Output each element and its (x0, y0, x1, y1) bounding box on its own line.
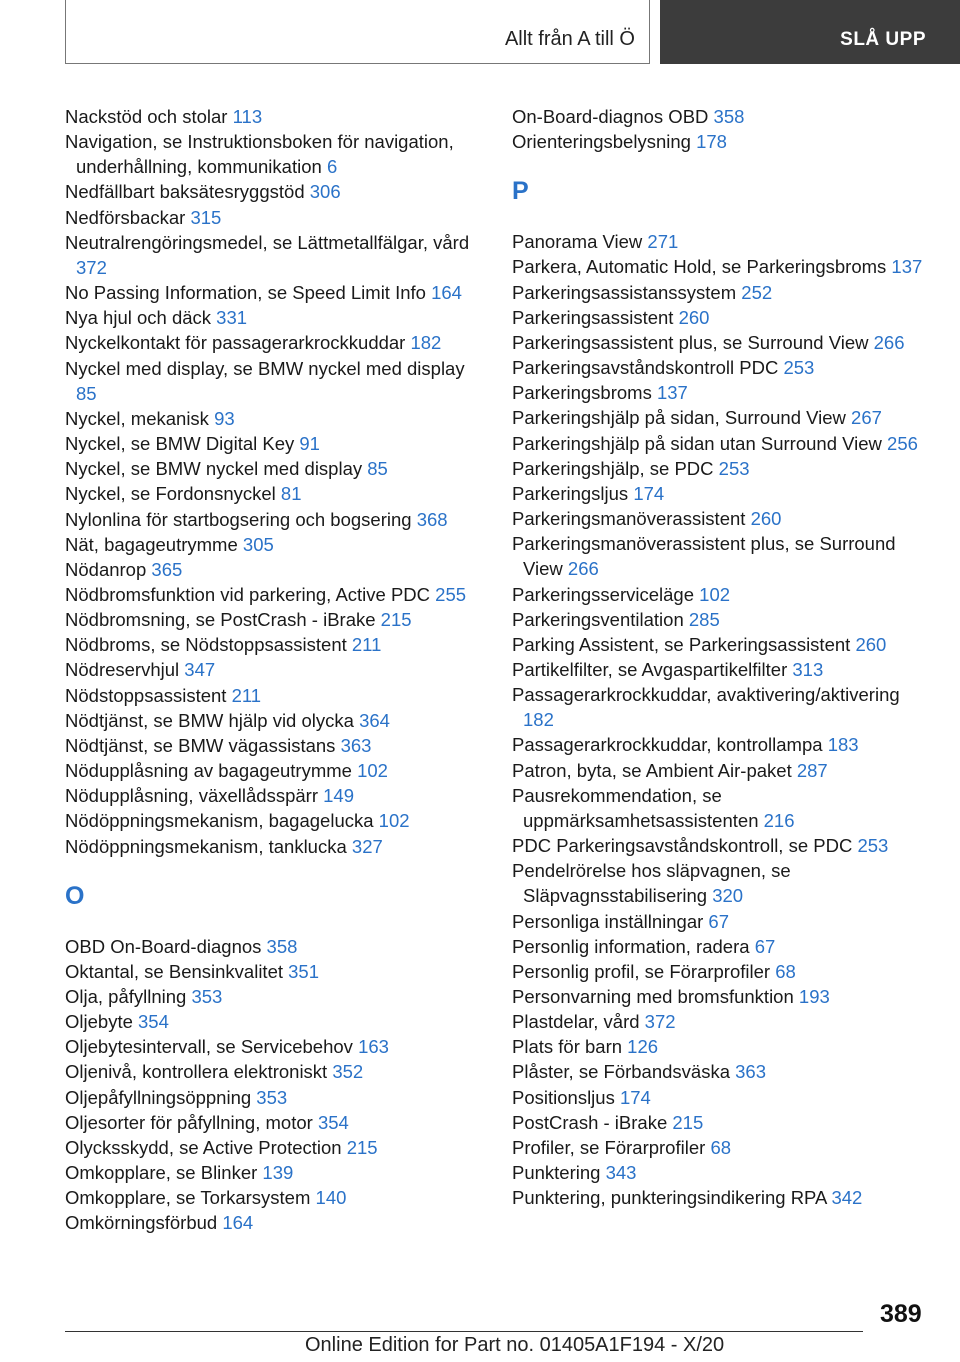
index-page-link[interactable]: 137 (891, 256, 923, 278)
index-entry-term: Parkeringsavståndskontroll PDC (512, 357, 784, 379)
index-entry (65, 230, 485, 280)
index-entry-term: Nackstöd och stolar (65, 106, 233, 127)
index-entry (65, 834, 485, 859)
index-page-link[interactable]: 372 (644, 1011, 676, 1033)
index-entry (512, 405, 932, 430)
index-page-link[interactable]: 354 (317, 1111, 349, 1133)
index-entry (65, 607, 485, 632)
index-entry (512, 909, 932, 934)
index-entry (512, 959, 932, 984)
index-page-link[interactable]: 253 (783, 357, 815, 379)
index-entry-term: Panorama View (512, 231, 648, 253)
index-entry-term: Personvarning med bromsfunktion (512, 986, 799, 1007)
tab-lookup[interactable] (660, 0, 960, 64)
index-entry-term: PDC Parkeringsavståndskontroll, se PDC (512, 835, 858, 857)
index-entry (512, 732, 932, 757)
index-page-link[interactable]: 68 (710, 1136, 732, 1158)
index-entry (65, 481, 485, 506)
index-entry (512, 456, 932, 481)
index-page-link[interactable]: 364 (359, 709, 390, 731)
index-entry-term: Nödbromsfunktion vid parkering, Active PDC (65, 583, 436, 605)
index-entry (512, 682, 932, 732)
index-entry (65, 532, 485, 557)
index-entry-term: Passagerarkrockkuddar, kontrollampa (512, 734, 828, 756)
index-entry (65, 456, 485, 481)
index-entry-term: Nödstoppsassistent (65, 684, 232, 706)
tab-lookup-label: SLÅ UPP (840, 29, 926, 50)
index-entry (512, 1185, 932, 1210)
index-page-link[interactable]: 183 (827, 734, 859, 756)
index-page-link[interactable]: 81 (280, 483, 302, 505)
index-entry (65, 708, 485, 733)
index-entry-term: Olycksskydd, se Active Protection (65, 1136, 347, 1158)
index-page-link[interactable]: 67 (754, 935, 776, 957)
index-page-link[interactable]: 363 (735, 1061, 767, 1083)
index-page-link[interactable]: 331 (216, 307, 248, 329)
index-entry (512, 1110, 932, 1135)
index-page-link[interactable]: 315 (190, 206, 222, 228)
index-entry-term: Nylonlina för startbogsering och bogsering (65, 508, 417, 530)
index-page-link[interactable]: 164 (222, 1212, 254, 1234)
index-entry (65, 1135, 485, 1160)
index-entry-term: Profiler, se Förarprofiler (512, 1136, 711, 1158)
index-entry (65, 657, 485, 682)
index-page-link[interactable]: 216 (763, 809, 795, 831)
index-entry-term: Nödöppningsmekanism, tanklucka (65, 835, 352, 857)
index-entry (65, 984, 485, 1009)
index-entry (65, 507, 485, 532)
index-entry-term: Nödupplåsning, växellådsspärr (65, 785, 324, 807)
index-page-link[interactable]: 102 (357, 760, 388, 782)
index-entry (512, 1135, 932, 1160)
index-entry-term: Pendelrörelse hos släpvagnen, se Släpvagnsstabilisering (512, 860, 791, 907)
index-entry (512, 783, 932, 833)
index-letter-heading: P (512, 177, 529, 206)
index-entry (65, 104, 485, 129)
index-page-link[interactable]: 342 (831, 1187, 863, 1209)
index-page-link[interactable]: 347 (184, 659, 216, 681)
index-entry (65, 280, 485, 305)
index-entry (512, 330, 932, 355)
tab-a-to-o[interactable] (65, 0, 650, 64)
index-entry (65, 129, 485, 179)
index-page-link[interactable]: 352 (332, 1061, 364, 1083)
index-entry (512, 129, 932, 154)
index-entry (65, 205, 485, 230)
footer-rule (65, 1331, 863, 1332)
index-entry (65, 330, 485, 355)
index-page-link[interactable]: 193 (798, 986, 830, 1007)
index-entry (512, 858, 932, 908)
index-entry-term: Passagerarkrockkuddar, avaktivering/aktivering (512, 684, 900, 706)
index-entry-term: Nyckelkontakt för passagerarkrockkuddar (65, 332, 411, 354)
index-entry-term: Personlig profil, se Förarprofiler (512, 960, 776, 982)
index-entry (512, 506, 932, 531)
index-entry-term: Omkopplare, se Blinker (65, 1162, 263, 1184)
index-entry-term: Parkeringsserviceläge (512, 583, 700, 605)
index-entry (65, 406, 485, 431)
index-entry (65, 582, 485, 607)
index-entry-term: Nyckel med display, se BMW nyckel med display (65, 357, 465, 379)
index-page-link[interactable]: 353 (191, 986, 223, 1007)
index-entry-term: Oktantal, se Bensinkvalitet (65, 960, 289, 982)
index-entry (65, 758, 485, 783)
index-entry-term: Parkeringshjälp, se PDC (512, 457, 719, 479)
index-entry-term: Oljepåfyllningsöppning (65, 1086, 257, 1108)
index-page-link[interactable]: 113 (232, 106, 263, 127)
index-page-link[interactable]: 126 (627, 1036, 659, 1058)
index-page-link[interactable]: 351 (288, 960, 320, 982)
index-page-link[interactable]: 354 (138, 1011, 169, 1033)
index-entry-term: Parkeringsventilation (512, 608, 689, 630)
index-entry (65, 1185, 485, 1210)
index-entry-term: Parkeringsmanöverassistent plus, se Surround View (512, 533, 896, 580)
index-page-link[interactable]: 260 (750, 508, 782, 530)
index-entry-term: Nyckel, se Fordonsnyckel (65, 483, 281, 505)
index-entry-term: Nyckel, mekanisk (65, 407, 215, 429)
index-page-link[interactable]: 266 (873, 331, 905, 353)
index-entry-term: Nödreservhjul (65, 659, 185, 681)
index-page-link[interactable]: 260 (855, 633, 887, 655)
index-entry (65, 431, 485, 456)
index-page-link[interactable]: 182 (523, 709, 554, 731)
index-page-link[interactable]: 271 (647, 231, 679, 253)
index-entry-term: Oljebyte (65, 1011, 139, 1033)
index-page-link[interactable]: 137 (656, 382, 688, 404)
index-entry (512, 1059, 932, 1084)
index-entry-term: Parkeringshjälp på sidan, Surround View (512, 407, 852, 429)
index-page-link[interactable]: 140 (315, 1187, 347, 1209)
index-page-link[interactable]: 358 (266, 935, 298, 957)
index-page-link[interactable]: 68 (775, 960, 796, 982)
index-entry (65, 356, 485, 406)
index-page-link[interactable]: 253 (718, 457, 750, 479)
index-entry-term: Parking Assistent, se Parkeringsassistent (512, 633, 856, 655)
index-entry (65, 733, 485, 758)
index-entry-term: Nödupplåsning av bagageutrymme (65, 760, 358, 782)
index-entry-term: Personliga inställningar (512, 910, 709, 932)
page-number: 389 (880, 1300, 922, 1328)
index-entry-term: Partikelfilter, se Avgaspartikelfilter (512, 658, 793, 680)
index-entry (65, 557, 485, 582)
index-entry-term: Nyckel, se BMW Digital Key (65, 433, 300, 455)
index-entry-term: Orienteringsbelysning (512, 131, 697, 153)
index-entry-term: Personlig information, radera (512, 935, 755, 957)
index-page-link[interactable]: 93 (214, 407, 235, 429)
index-entry (512, 984, 932, 1009)
index-page-link[interactable]: 211 (351, 634, 382, 656)
index-page-link[interactable]: 102 (699, 583, 731, 605)
index-entry-term: Parkeringsassistanssystem (512, 281, 742, 303)
index-column-left (65, 104, 485, 1236)
index-entry (65, 683, 485, 708)
index-page-link[interactable]: 255 (435, 583, 467, 605)
index-entry-term: Olja, påfyllning (65, 986, 192, 1007)
index-page-link[interactable]: 174 (633, 482, 665, 504)
index-page-link[interactable]: 149 (323, 785, 354, 807)
index-entry (512, 431, 932, 456)
index-entry-term: Oljenivå, kontrollera elektroniskt (65, 1061, 333, 1083)
index-page-link[interactable]: 266 (567, 558, 599, 580)
index-entry (65, 808, 485, 833)
footer-text: Online Edition for Part no. 01405A1F194 - X/20 (305, 1334, 725, 1356)
index-entry-term: Nödbroms, se Nödstoppsassistent (65, 634, 352, 656)
index-entry-term: OBD On-Board-diagnos (65, 935, 267, 957)
index-entry (65, 305, 485, 330)
index-page-link[interactable]: 211 (231, 684, 262, 706)
index-entry-term: Parkeringsassistent (512, 306, 679, 328)
index-page-link[interactable]: 327 (351, 835, 383, 857)
index-entry (65, 934, 485, 959)
index-page-link[interactable]: 178 (696, 131, 727, 153)
index-entry-term: PostCrash - iBrake (512, 1111, 673, 1133)
index-entry-term: Nödbromsning, se PostCrash - iBrake (65, 609, 381, 631)
index-entry (512, 1160, 932, 1185)
index-entry (512, 632, 932, 657)
index-page-link[interactable]: 85 (76, 382, 97, 404)
index-entry (512, 1009, 932, 1034)
index-entry-term: Oljebytesintervall, se Servicebehov (65, 1036, 359, 1058)
index-entry-term: Nödtjänst, se BMW vägassistans (65, 734, 341, 756)
index-entry (512, 758, 932, 783)
index-entry (512, 607, 932, 632)
index-entry-term: Nedfällbart baksätesryggstöd (65, 181, 310, 203)
index-entry (512, 481, 932, 506)
index-entry-term: Nödöppningsmekanism, bagagelucka (65, 810, 379, 832)
index-page-link[interactable]: 182 (410, 332, 442, 354)
index-page-link[interactable]: 102 (378, 810, 410, 832)
index-page-link[interactable]: 256 (887, 432, 918, 454)
index-entry-term: Omkörningsförbud (65, 1212, 223, 1234)
index-entry-term: Neutralrengöringsmedel, se Lättmetallfälgar, vård (65, 231, 470, 253)
index-page-link[interactable]: 67 (708, 910, 729, 932)
index-page-link[interactable]: 287 (796, 759, 828, 781)
index-entry-term: No Passing Information, se Speed Limit Info (65, 282, 432, 304)
index-entry-term: Nät, bagageutrymme (65, 533, 243, 555)
index-entry (65, 179, 485, 204)
index-page-link[interactable]: 365 (151, 558, 183, 580)
index-page-link[interactable]: 285 (688, 608, 720, 630)
index-page-link[interactable]: 372 (76, 256, 107, 278)
index-letter-heading: O (65, 881, 85, 910)
index-entry-term: Parkeringsljus (512, 482, 634, 504)
tab-a-to-o-label: Allt från A till Ö (504, 28, 635, 50)
index-entry (512, 229, 932, 254)
index-page-link[interactable]: 260 (678, 306, 710, 328)
index-page-link[interactable]: 139 (262, 1162, 294, 1184)
index-page-link[interactable]: 85 (367, 458, 388, 480)
index-entry (512, 1034, 932, 1059)
index-entry (512, 657, 932, 682)
index-page-link[interactable]: 163 (358, 1036, 389, 1058)
index-page-link[interactable]: 253 (857, 835, 889, 857)
index-entry-term: Oljesorter för påfyllning, motor (65, 1111, 318, 1133)
index-page-link[interactable]: 164 (431, 282, 462, 304)
index-entry (512, 531, 932, 581)
index-page-link[interactable]: 353 (256, 1086, 288, 1108)
index-entry-term: Parkera, Automatic Hold, se Parkeringsbroms (512, 256, 892, 278)
index-page-link[interactable]: 174 (619, 1086, 651, 1108)
index-entry-term: Nedförsbackar (65, 206, 191, 228)
index-entry-term: Nya hjul och däck (65, 307, 217, 329)
index-entry (65, 1009, 485, 1034)
index-entry-term: On-Board-diagnos OBD (512, 106, 714, 127)
index-entry-term: Omkopplare, se Torkarsystem (65, 1187, 316, 1209)
index-entry-term: Nyckel, se BMW nyckel med display (65, 458, 368, 480)
index-page-link[interactable]: 368 (416, 508, 448, 530)
index-entry-term: Parkeringsbroms (512, 382, 657, 404)
index-entry-term: Pausrekommendation, se uppmärksamhetsassistenten (512, 784, 764, 831)
index-page-link[interactable]: 306 (309, 181, 341, 203)
index-entry (65, 1210, 485, 1235)
index-entry (65, 959, 485, 984)
index-page-link[interactable]: 6 (326, 156, 338, 178)
index-entry (65, 783, 485, 808)
index-entry-term: Punktering (512, 1162, 606, 1184)
index-page-link[interactable]: 363 (340, 734, 372, 756)
index-page-link[interactable]: 358 (713, 106, 745, 127)
index-entry (65, 1160, 485, 1185)
index-page-link[interactable]: 343 (605, 1162, 637, 1184)
index-entry-term: Parkeringshjälp på sidan utan Surround View (512, 432, 888, 454)
index-entry (512, 305, 932, 330)
index-page-link[interactable]: 305 (242, 533, 274, 555)
index-entry-term: Positionsljus (512, 1086, 620, 1108)
index-page-link[interactable]: 320 (712, 885, 744, 907)
index-page-link[interactable]: 252 (741, 281, 773, 303)
index-entry-term: Nödtjänst, se BMW hjälp vid olycka (65, 709, 360, 731)
index-entry (512, 1085, 932, 1110)
index-page-link[interactable]: 313 (792, 658, 824, 680)
index-page-link[interactable]: 267 (851, 407, 882, 429)
index-entry (65, 632, 485, 657)
page-header (0, 0, 960, 66)
index-entry-term: Plåster, se Förbandsväska (512, 1061, 736, 1083)
index-entry-term: Punktering, punkteringsindikering RPA (512, 1187, 832, 1209)
index-column-right (512, 104, 932, 1210)
index-page-link[interactable]: 91 (299, 433, 320, 455)
index-entry-term: Plastdelar, vård (512, 1011, 645, 1033)
index-entry (512, 280, 932, 305)
index-entry (65, 1110, 485, 1135)
index-entry (512, 254, 932, 279)
index-entry-term: Parkeringsmanöverassistent (512, 508, 751, 530)
index-entry (512, 582, 932, 607)
index-entry (512, 380, 932, 405)
index-entry (512, 355, 932, 380)
index-entry (512, 833, 932, 858)
index-entry (65, 1085, 485, 1110)
index-entry (65, 1034, 485, 1059)
index-entry (65, 1059, 485, 1084)
index-page-link[interactable]: 215 (380, 609, 412, 631)
index-entry-term: Parkeringsassistent plus, se Surround View (512, 331, 874, 353)
index-page-link[interactable]: 215 (346, 1136, 378, 1158)
index-entry-term: Navigation, se Instruktionsboken för navigation, underhållning, kommunikation (65, 131, 454, 178)
index-entry-term: Patron, byta, se Ambient Air-paket (512, 759, 797, 781)
index-entry (512, 104, 932, 129)
index-page-link[interactable]: 215 (672, 1111, 704, 1133)
index-entry-term: Nödanrop (65, 558, 152, 580)
index-entry-term: Plats för barn (512, 1036, 628, 1058)
index-entry (512, 934, 932, 959)
